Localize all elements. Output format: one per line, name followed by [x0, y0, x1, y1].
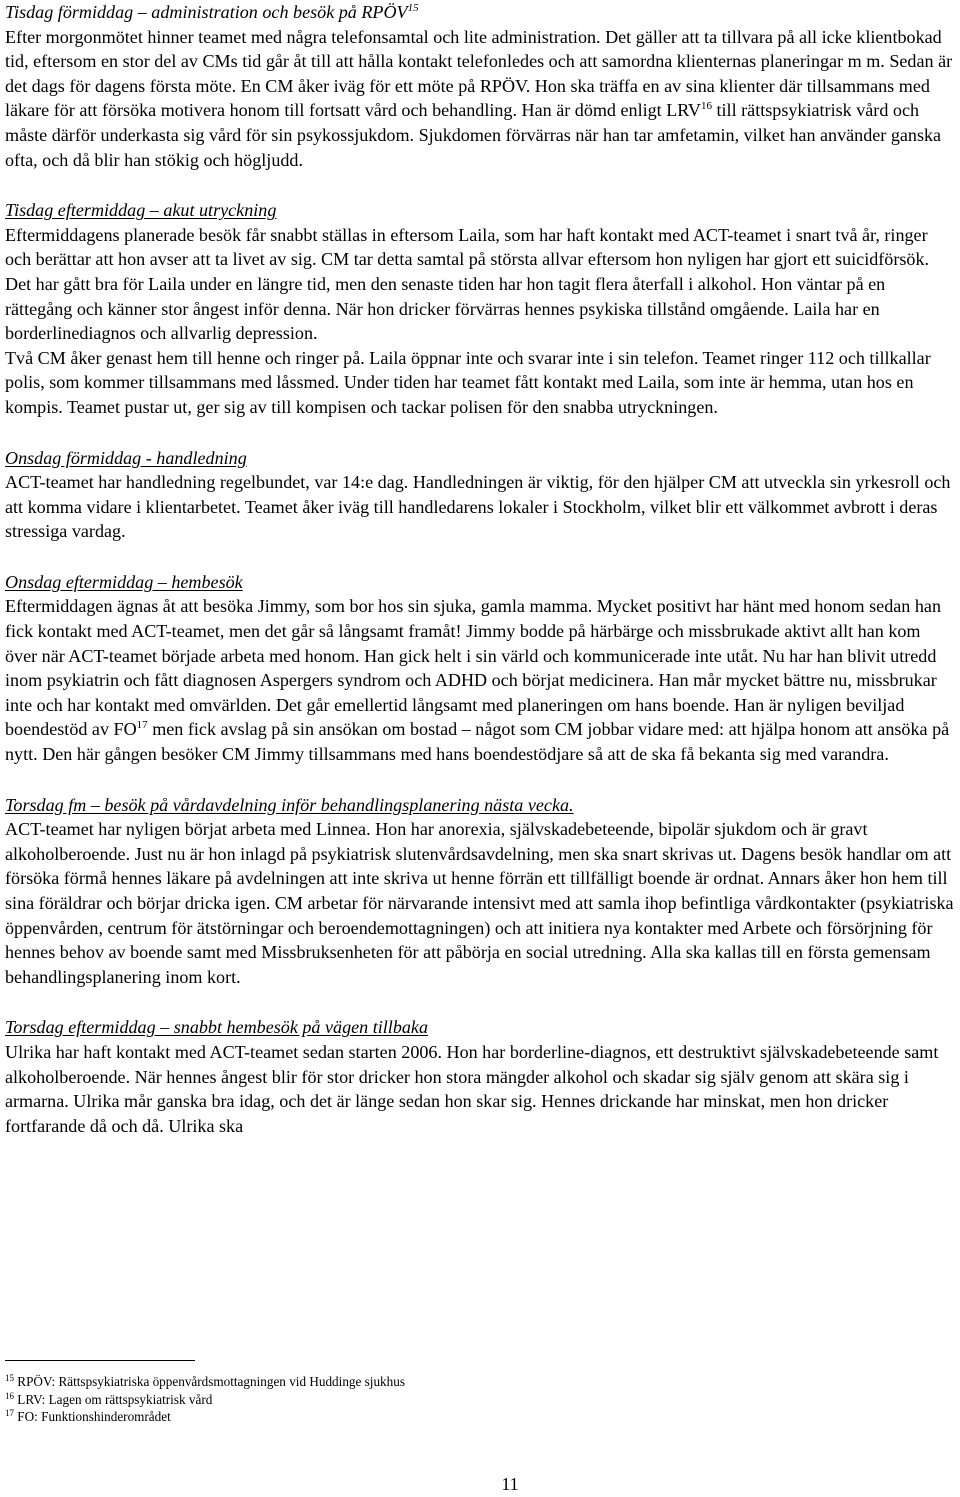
page-number: 11	[501, 1474, 519, 1494]
paragraph-text: Två CM åker genast hem till henne och ringer på. Laila öppnar inte och svarar inte i sin telefon. Teamet ringer 112 och tillkallar polis, som kommer tillsammans med låssmed. Under tiden har teamet fått kontakt med Laila, som inte är hemma, utan hos en kompis. Teamet pustar ut, ger sig av till kompisen och tackar polisen för den snabba utryckningen.	[5, 347, 931, 417]
paragraph-text: ACT-teamet har handledning regelbundet, var 14:e dag. Handledningen är viktig, för den hjälper CM att utveckla sin yrkesroll och att komma vidare i klientarbetet. Teamet åker iväg till handledarens lokaler i Stockholm, vilket blir ett välkommet avbrott i deras stressiga vardag.	[5, 472, 951, 542]
paragraph	[5, 594, 955, 766]
section-heading	[5, 446, 955, 471]
section-heading	[5, 793, 955, 818]
footnote-text: LRV: Lagen om rättspsykiatrisk vård	[17, 1391, 213, 1407]
paragraph	[5, 470, 955, 544]
paragraph	[5, 1040, 955, 1138]
footnote-number: 17	[5, 1408, 14, 1419]
footnote	[5, 1373, 955, 1391]
paragraph	[5, 223, 955, 346]
section-heading	[5, 570, 955, 595]
footnote-ref: 16	[700, 100, 712, 113]
paragraph-text: Eftermiddagens planerade besök får snabbt ställas in eftersom Laila, som har haft kontakt med ACT-teamet i snart två år, ringer och berättar att hon avser att ta livet av sig. CM tar detta samtal på största allvar eftersom hon nyligen har gjort ett suicidförsök. Det har gått bra för Laila under en längre tid, men den senaste tiden har hon tagit flera återfall i alkohol. Hon väntar på en rättegång och känner stor ångest inför denna. När hon dricker förvärras hennes psykiska tillstånd omgående. Laila har en borderlinediagnos och allvarlig depression.	[5, 224, 930, 344]
section	[5, 198, 955, 419]
footnote	[5, 1391, 955, 1409]
section-heading-text: Onsdag förmiddag - handledning	[5, 447, 247, 468]
paragraph-text: men fick avslag på sin ansökan om bostad – något som CM jobbar vidare med: att hjälpa honom att ansöka på nytt. Den här gången besöker CM Jimmy tillsammans med hans boendestödjare så att de ska få bekanta sig med varandra.	[5, 719, 950, 765]
footnote-number: 16	[5, 1390, 14, 1401]
footnote-divider	[5, 1360, 195, 1361]
section-heading-text: Tisdag förmiddag – administration och besök på RPÖV	[5, 2, 408, 22]
paragraph-text: Efter morgonmötet hinner teamet med några telefonsamtal och lite administration. Det gäller att ta tillvara på all icke klientbokad tid, eftersom en stor del av CMs tid går åt till att hålla kontakt telefonledes och att samordna klienternas planeringar m m. Sedan är det dags för dagens första möte. En CM åker iväg för ett möte på RPÖV. Hon ska träffa en av sina klienter där tillsammans med läkare för att försöka motivera honom till fortsatt vård och behandling. Han är dömd enligt LRV	[5, 26, 953, 121]
section-heading-text: Onsdag eftermiddag – hembesök	[5, 571, 243, 592]
section	[5, 793, 955, 990]
body-text	[5, 0, 955, 1164]
section	[5, 1015, 955, 1138]
section-heading	[5, 0, 955, 25]
paragraph	[5, 817, 955, 989]
paragraph-text: Eftermiddagen ägnas åt att besöka Jimmy, som bor hos sin sjuka, gamla mamma. Mycket positivt har hänt med honom sedan han fick kontakt med ACT-teamet, men det går så långsamt framåt! Jimmy bodde på härbärge och missbrukade aktivt allt han kom över när ACT-teamet började arbeta med honom. Han gick helt i sin värld och kommunicerade inte utåt. Nu har han blivit utredd inom psykiatrin och fått diagnosen Aspergers syndrom och ADHD och börjat medicinera. Han mår mycket bättre nu, missbrukar inte och har kontakt med omvärlden. Det går emellertid långsamt med planeringen om hans boende. Han är nyligen beviljad boendestöd av FO	[5, 596, 941, 740]
paragraph-text: ACT-teamet har nyligen börjat arbeta med Linnea. Hon har anorexia, självskadebeteende, bipolär sjukdom och är gravt alkoholberoende. Just nu är hon inlagd på psykiatrisk slutenvårdsavdelning, men ska snart skrivas ut. Dagens besök handlar om att försöka förmå hennes läkare på avdelningen att inte skriva ut henne förrän ett tillfälligt boende är ordnat. Annars åker hon hem till sina föräldrar och börjar dricka igen. CM arbetar för närvarande intensivt med att samla ihop befintliga vårdkontakter (psykiatriska öppenvården, centrum för ätstörningar och beroendemottagningen) och att initiera nya kontakter med Arbete och försörjning för hennes behov av boende samt med Missbruksenheten för att påbörja en social utredning. Alla ska kallas till en första gemensam behandlingsplanering inom kort.	[5, 819, 954, 987]
section	[5, 446, 955, 544]
paragraph	[5, 25, 955, 173]
footnote	[5, 1408, 955, 1426]
section	[5, 570, 955, 767]
section-heading-text: Tisdag eftermiddag – akut utryckning	[5, 200, 277, 221]
footnote-ref: 17	[136, 719, 148, 732]
section-heading-text: Torsdag fm – besök på vårdavdelning inför behandlingsplanering nästa vecka.	[5, 794, 574, 815]
footnote-number: 15	[5, 1373, 14, 1383]
paragraph	[5, 346, 955, 420]
footnote-text: RPÖV: Rättspsykiatriska öppenvårdsmottagningen vid Huddinge sjukhus	[17, 1374, 405, 1389]
footnote-ref: 15	[407, 2, 419, 14]
section-heading	[5, 1015, 955, 1040]
section	[5, 0, 955, 172]
footnote-text: FO: Funktionshinderområdet	[17, 1409, 171, 1425]
footnotes	[5, 1373, 955, 1426]
section-heading	[5, 198, 955, 223]
paragraph-text: till rättspsykiatrisk vård och måste därför underkasta sig vård för sin psykossjukdom. Sjukdomen förvärras när han tar amfetamin, vilket han använder ganska ofta, och då blir han stökig och högljudd.	[5, 100, 942, 170]
paragraph-text: Ulrika har haft kontakt med ACT-teamet sedan starten 2006. Hon har borderline-diagnos, ett destruktivt självskadebeteende samt alkoholberoende. När hennes ångest blir för stor dricker hon stora mängder alkohol och skadar sig själv genom att skära sig i armarna. Ulrika mår ganska bra idag, och det är länge sedan hon skar sig. Hennes drickande har minskat, men hon dricker fortfarande då och då. Ulrika ska	[5, 1041, 939, 1136]
section-heading-text: Torsdag eftermiddag – snabbt hembesök på vägen tillbaka	[5, 1017, 428, 1038]
